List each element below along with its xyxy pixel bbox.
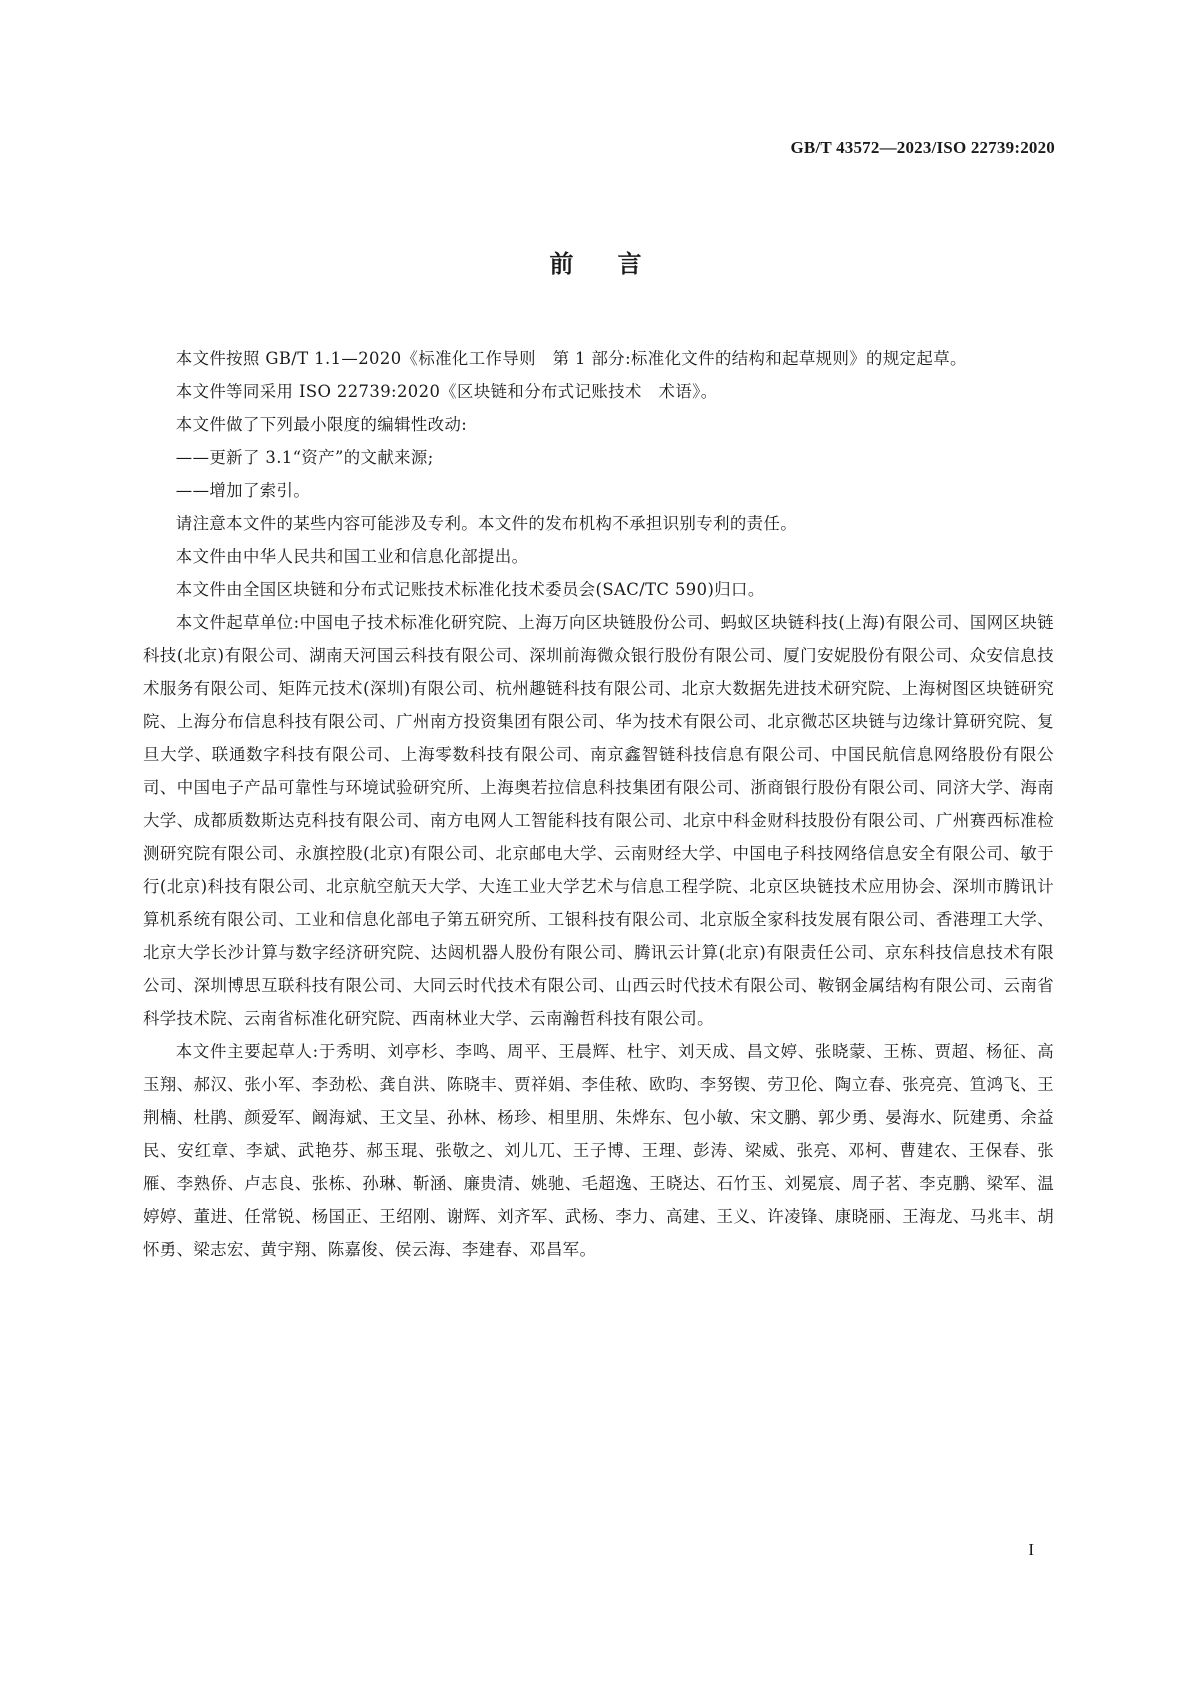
paragraph-adoption: 本文件等同采用 ISO 22739:2020《区块链和分布式记账技术 术语》。 — [175, 382, 718, 401]
page-number: I — [1028, 1540, 1034, 1559]
paragraph-drafters: 本文件主要起草人:于秀明、刘亭杉、李鸣、周平、王晨辉、杜宇、刘天成、昌文婷、张晓蒙、王栋、贾超、杨征、高玉翔、郝汉、张小军、李劲松、龚自洪、陈晓丰、贾祥娟、李佳秾、欧昀、李努锲、劳卫伦、陶立春、张亮亮、笪鸿飞、王荆楠、杜鹃、颜爱军、阚海斌、王文呈、孙林、杨珍、相里朋、朱烨东、包小敏、宋文鹏、郭少勇、晏海水、阮建勇、余益民、安红章、李斌、武艳芬、郝玉琨、张敬之、刘儿兀、王子博、王理、彭涛、梁威、张亮、邓柯、曹建农、王保春、张雁、李熟侨、卢志良、张栋、孙琳、靳涵、廉贵清、姚驰、毛超逸、王晓达、石竹玉、刘冕宸、周子茗、李克鹏、梁军、温婷婷、董进、任常锐、杨国正、王绍刚、谢辉、刘齐军、武杨、李力、高建、王义、许凌锋、康晓丽、王海龙、马兆丰、胡怀勇、梁志宏、黄宇翔、陈嘉俊、侯云海、李建春、邓昌军。 — [143, 1042, 1054, 1259]
page-title: 前言 — [549, 250, 686, 278]
standard-code: GB/T 43572—2023/ISO 22739:2020 — [790, 138, 1055, 157]
paragraph-proposer: 本文件由中华人民共和国工业和信息化部提出。 — [175, 547, 529, 566]
paragraph-patent-notice: 请注意本文件的某些内容可能涉及专利。本文件的发布机构不承担识别专利的责任。 — [175, 514, 798, 533]
list-item-change-source: ——更新了 3.1“资产”的文献来源; — [175, 448, 434, 467]
paragraph-drafting-rules: 本文件按照 GB/T 1.1—2020《标准化工作导则 第 1 部分:标准化文件的结构和起草规则》的规定起草。 — [175, 349, 967, 368]
list-item-change-index: ——增加了索引。 — [175, 481, 311, 500]
paragraph-drafting-units: 本文件起草单位:中国电子技术标准化研究院、上海万向区块链股份公司、蚂蚁区块链科技(上海)有限公司、国网区块链科技(北京)有限公司、湖南天河国云科技有限公司、深圳前海微众银行股份有限公司、厦门安妮股份有限公司、众安信息技术服务有限公司、矩阵元技术(深圳)有限公司、杭州趣链科技有限公司、北京大数据先进技术研究院、上海树图区块链研究院、上海分布信息科技有限公司、广州南方投资集团有限公司、华为技术有限公司、北京微芯区块链与边缘计算研究院、复旦大学、联通数字科技有限公司、上海零数科技有限公司、南京鑫智链科技信息有限公司、中国民航信息网络股份有限公司、中国电子产品可靠性与环境试验研究所、上海奥若拉信息科技集团有限公司、浙商银行股份有限公司、同济大学、海南大学、成都质数斯达克科技有限公司、南方电网人工智能科技有限公司、北京中科金财科技股份有限公司、广州赛西标准检测研究院有限公司、永旗控股(北京)有限公司、北京邮电大学、云南财经大学、中国电子科技网络信息安全有限公司、敏于行(北京)科技有限公司、北京航空航天大学、大连工业大学艺术与信息工程学院、北京区块链技术应用协会、深圳市腾讯计算机系统有限公司、工业和信息化部电子第五研究所、工银科技有限公司、北京版全家科技发展有限公司、香港理工大学、北京大学长沙计算与数字经济研究院、达闼机器人股份有限公司、腾讯云计算(北京)有限责任公司、京东科技信息技术有限公司、深圳博思互联科技有限公司、大同云时代技术有限公司、山西云时代技术有限公司、鞍钢金属结构有限公司、云南省科学技术院、云南省标准化研究院、西南林业大学、云南瀚哲科技有限公司。 — [143, 613, 1054, 1028]
foreword-body — [143, 342, 1054, 1266]
paragraph-editorial-changes: 本文件做了下列最小限度的编辑性改动: — [175, 415, 468, 434]
paragraph-committee: 本文件由全国区块链和分布式记账技术标准化技术委员会(SAC/TC 590)归口。 — [175, 580, 765, 599]
